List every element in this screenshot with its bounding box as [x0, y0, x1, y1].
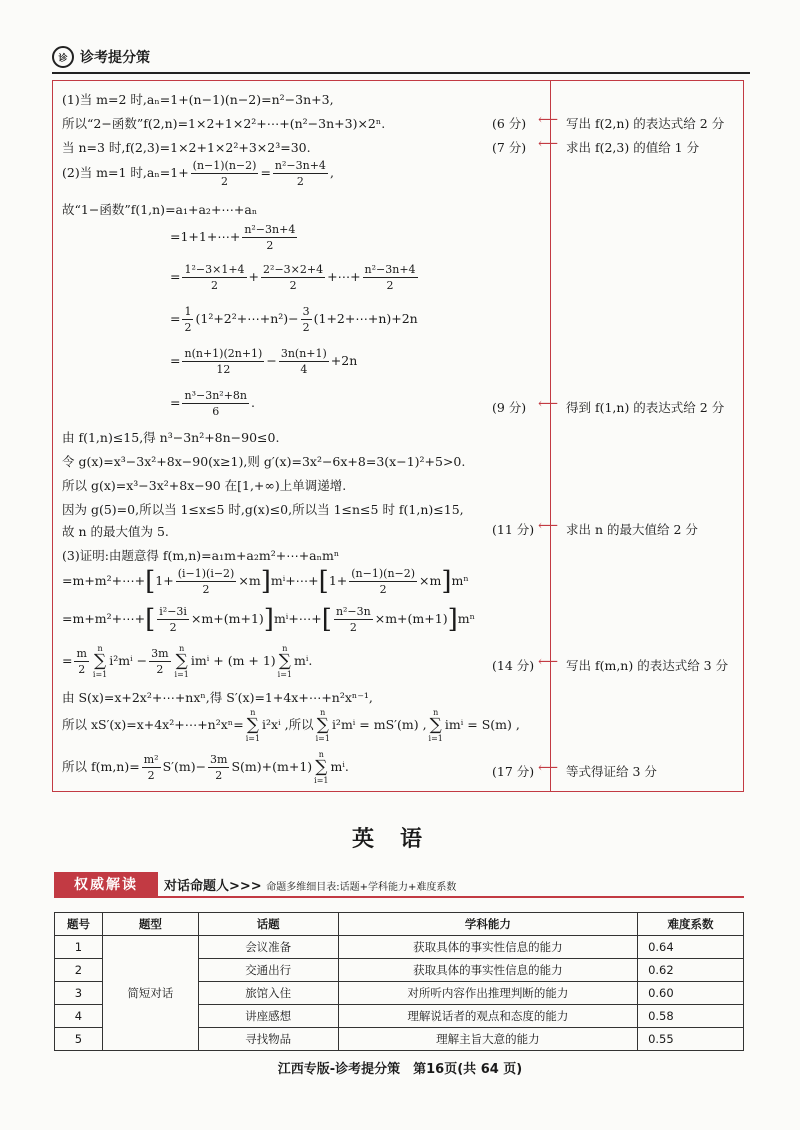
- denominator: 2: [147, 769, 155, 782]
- sol-text: (1+2+⋯+n)+2n: [313, 311, 418, 326]
- denominator: 2: [349, 621, 357, 634]
- sol-text: mⁿ: [457, 611, 475, 626]
- cell-topic: 交通出行: [198, 959, 338, 982]
- fraction: [242, 222, 297, 253]
- fraction: [74, 646, 88, 677]
- sol-line-13: 所以 g(x)=x³−3x²+8x−90 在[1,+∞)上单调递增.: [62, 478, 347, 493]
- denominator: 2: [211, 279, 219, 292]
- sol-text: =: [260, 165, 271, 180]
- denominator: 2: [266, 239, 274, 252]
- fraction: [261, 262, 325, 293]
- sol-line-12: 令 g(x)=x³−3x²+8x−90(x≥1),则 g′(x)=3x²−6x+8=3(x−1)²+5>0.: [62, 454, 466, 469]
- cell-no: 2: [55, 959, 103, 982]
- numerator: n(n+1)(2n+1): [184, 347, 263, 360]
- sol-line-21: [62, 708, 520, 743]
- fraction: [176, 566, 237, 597]
- score-label: (17 分): [492, 764, 535, 779]
- cell-difficulty: 0.58: [638, 1005, 744, 1028]
- sum-symbol: n ∑ i=1: [314, 750, 329, 785]
- fraction: [149, 646, 170, 677]
- cell-difficulty: 0.55: [638, 1028, 744, 1051]
- sol-text: S′(m)−: [162, 759, 207, 774]
- sol-line-10: = $\frac{\text{n³−3n²+8n}}{6}$ .: [170, 389, 255, 418]
- sol-text: S(m)+(m+1): [231, 759, 313, 774]
- sol-text: =1+1+⋯+: [170, 229, 241, 244]
- fraction: [182, 262, 246, 293]
- numerator: m: [76, 647, 87, 660]
- sol-line-3: 当 n=3 时,f(2,3)=1×2+1×2²+3×2³=30.: [62, 140, 311, 155]
- sol-text: mⁱ+⋯+: [270, 573, 319, 588]
- sol-line-16: (3)证明:由题意得 f(m,n)=a₁m+a₂m²+⋯+aₙmⁿ: [62, 548, 340, 563]
- cell-topic: 讲座感想: [198, 1005, 338, 1028]
- sol-line-18: =m+m²+⋯+[ $\frac{\text{i²−3i}}{2}$ ×m+(m+1)]mⁱ+⋯+[ $\frac{\text{n²−3n}}{2}$ ×m+(m+1)]mⁿ: [62, 604, 475, 635]
- sol-text: imⁱ = S(m) ,: [444, 717, 520, 732]
- score-label: (11 分): [492, 522, 535, 537]
- sum-symbol: n ∑ i=1: [245, 708, 261, 743]
- sum-symbol: n ∑ i=1: [315, 708, 330, 743]
- sol-line-7: = $\frac{\text{1²−3×1+4}}{2}$ + $\frac{\text{2²−3×2+4}}{2}$ +⋯+ $\frac{\text{n²−3n+4}}{2}$: [170, 263, 416, 292]
- sol-line-11: 由 f(1,n)≤15,得 n³−3n²+8n−90≤0.: [62, 430, 280, 445]
- sol-text: mⁱ.: [330, 759, 349, 774]
- authority-banner: 权威解读: [54, 872, 158, 896]
- sol-line-15: 故 n 的最大值为 5.: [62, 524, 169, 539]
- numerator: n²−3n+4: [364, 263, 416, 276]
- cell-ability: 对所听内容作出推理判断的能力: [338, 982, 638, 1005]
- sol-text: mⁿ: [451, 573, 469, 588]
- sol-line-5: 故“1−函数”f(1,n)=a₁+a₂+⋯+aₙ: [62, 202, 258, 217]
- numerator: 3n(n+1): [280, 347, 327, 360]
- cell-ability: 获取具体的事实性信息的能力: [338, 936, 638, 959]
- numerator: 3m: [210, 753, 228, 766]
- sol-text: =m+m²+⋯+: [62, 611, 146, 626]
- sol-line-1: (1)当 m=2 时,aₙ=1+(n−1)(n−2)=n²−3n+3,: [62, 92, 334, 107]
- sol-line-19: = $\frac{m}{2}$ n ∑ i=1 i²mⁱ − $\frac{3m}{2}$ n ∑ i=1 imⁱ + (m + 1) n ∑ i=1 mⁱ.: [62, 644, 313, 679]
- score-note: 写出 f(2,n) 的表达式给 2 分: [566, 116, 725, 131]
- cell-no: 3: [55, 982, 103, 1005]
- numerator: n²−3n: [335, 605, 371, 618]
- score-label: (9 分): [492, 400, 527, 415]
- sol-text: 所以 xS′(x)=x+4x²+⋯+n²xⁿ=: [62, 717, 244, 732]
- numerator: n²−3n+4: [244, 223, 296, 236]
- score-note: 写出 f(m,n) 的表达式给 3 分: [566, 658, 729, 673]
- col-header: 题型: [102, 913, 198, 936]
- sol-text: mⁱ.: [294, 653, 313, 668]
- numerator: n³−3n²+8n: [184, 389, 247, 402]
- score-note: 求出 n 的最大值给 2 分: [566, 522, 698, 537]
- table-header-row: [55, 913, 744, 936]
- solution-divider: [550, 80, 551, 792]
- fraction: [349, 566, 417, 597]
- sol-text: ×m+(m+1): [190, 611, 264, 626]
- numerator: 1: [184, 305, 192, 318]
- denominator: 2: [289, 279, 297, 292]
- sol-text: (2)当 m=1 时,aₙ=1+: [62, 165, 189, 180]
- brand-title: 诊考提分策: [80, 50, 150, 66]
- denominator: 2: [78, 663, 86, 676]
- cell-no: 4: [55, 1005, 103, 1028]
- cell-difficulty: 0.64: [638, 936, 744, 959]
- sol-line-6: [170, 222, 299, 253]
- sol-line-4: [62, 158, 334, 189]
- score-label: (14 分): [492, 658, 535, 673]
- sol-line-22: [62, 750, 349, 785]
- banner-rule: [54, 896, 744, 898]
- header-rule: [52, 72, 750, 74]
- sol-text: i²mⁱ = mS′(m) ,: [331, 717, 427, 732]
- denominator: 2: [386, 279, 394, 292]
- banner-text: [164, 875, 456, 894]
- numerator: (n−1)(n−2): [351, 567, 416, 580]
- col-header: 题号: [55, 913, 103, 936]
- left-arrow-icon: ⟵: [538, 760, 559, 776]
- banner-main: 对话命题人>>>: [164, 879, 262, 894]
- sol-line-17: =m+m²+⋯+[1+ $\frac{(i-1)(i-2)}{2}$ ×m]mⁱ+⋯+[1+ $\frac{(n-1)(n-2)}{2}$ ×m]mⁿ: [62, 566, 469, 597]
- cell-difficulty: 0.60: [638, 982, 744, 1005]
- sol-text: ×m: [238, 573, 261, 588]
- left-arrow-icon: ⟵: [538, 518, 559, 534]
- sol-text: =m+m²+⋯+: [62, 573, 146, 588]
- sol-text: +2n: [330, 353, 358, 368]
- sol-text: ×m+(m+1): [374, 611, 448, 626]
- score-label: (7 分): [492, 140, 527, 155]
- numerator: (i−1)(i−2): [177, 567, 235, 580]
- fraction: [273, 158, 328, 189]
- cell-type: 简短对话: [102, 936, 198, 1051]
- cell-no: 5: [55, 1028, 103, 1051]
- sum-symbol: n ∑ i=1: [92, 644, 108, 679]
- fraction: [182, 346, 264, 377]
- numerator: m²: [143, 753, 159, 766]
- denominator: 12: [216, 363, 231, 376]
- fraction: [157, 604, 189, 635]
- cell-topic: 旅馆入住: [198, 982, 338, 1005]
- sol-text: 所以 f(m,n)=: [62, 759, 140, 774]
- sum-symbol: n ∑ i=1: [174, 644, 189, 679]
- sol-text: 1+: [328, 573, 348, 588]
- denominator: 2: [221, 175, 229, 188]
- sol-text: ,: [329, 165, 334, 180]
- fraction: [334, 604, 373, 635]
- cell-topic: 寻找物品: [198, 1028, 338, 1051]
- score-note: 求出 f(2,3) 的值给 1 分: [566, 140, 700, 155]
- denominator: 4: [300, 363, 308, 376]
- sol-text: (1²+2²+⋯+n²)−: [195, 311, 299, 326]
- sol-text: −: [266, 353, 277, 368]
- denominator: 2: [302, 321, 310, 334]
- page-footer: 江西专版-诊考提分策 第16页(共 64 页): [277, 1062, 523, 1077]
- banner-sub: 命题多维细目表:话题+学科能力+难度系数: [266, 882, 457, 893]
- fraction: [301, 304, 312, 335]
- cell-ability: 获取具体的事实性信息的能力: [338, 959, 638, 982]
- numerator: 3: [302, 305, 310, 318]
- sol-text: i²xⁱ ,所以: [262, 717, 314, 732]
- sol-text: imⁱ + (m + 1): [190, 653, 276, 668]
- cell-ability: 理解主旨大意的能力: [338, 1028, 638, 1051]
- header: [52, 46, 150, 68]
- fraction: [208, 752, 229, 783]
- numerator: 1²−3×1+4: [184, 263, 245, 276]
- left-arrow-icon: ⟵: [538, 396, 559, 412]
- fraction: [279, 346, 329, 377]
- sol-text: i²mⁱ −: [109, 653, 148, 668]
- denominator: 2: [296, 175, 304, 188]
- sol-text: mⁱ+⋯+: [273, 611, 322, 626]
- numerator: (n−1)(n−2): [192, 159, 257, 172]
- sol-line-9: = $\frac{n(n+1)(2n+1)}{12}$ − $\frac{3n(n+1)}{4}$ +2n: [170, 347, 358, 376]
- denominator: 6: [212, 405, 220, 418]
- score-note: 等式得证给 3 分: [566, 764, 657, 779]
- numerator: 2²−3×2+4: [263, 263, 324, 276]
- score-label: (6 分): [492, 116, 527, 131]
- sol-line-2: 所以“2−函数”f(2,n)=1×2+1×2²+⋯+(n²−3n+3)×2ⁿ.: [62, 116, 386, 131]
- table-row: [55, 936, 744, 959]
- left-arrow-icon: ⟵: [538, 136, 559, 152]
- left-arrow-icon: ⟵: [538, 654, 559, 670]
- section-title: 英语: [351, 827, 448, 852]
- sol-text: ×m: [419, 573, 442, 588]
- denominator: 2: [202, 583, 210, 596]
- brand-logo-icon: 诊: [52, 46, 74, 68]
- numerator: 3m: [151, 647, 169, 660]
- cell-difficulty: 0.62: [638, 959, 744, 982]
- denominator: 2: [169, 621, 177, 634]
- left-arrow-icon: ⟵: [538, 112, 559, 128]
- denominator: 2: [379, 583, 387, 596]
- sol-text: +⋯+: [327, 269, 361, 284]
- col-header: 难度系数: [638, 913, 744, 936]
- cell-ability: 理解说话者的观点和态度的能力: [338, 1005, 638, 1028]
- denominator: 2: [156, 663, 164, 676]
- fraction: [182, 304, 193, 335]
- cell-topic: 会议准备: [198, 936, 338, 959]
- denominator: 2: [184, 321, 192, 334]
- sum-symbol: n ∑ i=1: [428, 708, 443, 743]
- score-note: 得到 f(1,n) 的表达式给 2 分: [566, 400, 725, 415]
- fraction: [182, 388, 249, 419]
- sol-text: .: [251, 395, 255, 410]
- fraction: [191, 158, 259, 189]
- cell-no: 1: [55, 936, 103, 959]
- sum-symbol: n ∑ i=1: [277, 644, 293, 679]
- sol-line-20: 由 S(x)=x+2x²+⋯+nxⁿ,得 S′(x)=1+4x+⋯+n²xⁿ⁻¹,: [62, 690, 373, 705]
- fraction: [363, 262, 418, 293]
- col-header: 话题: [198, 913, 338, 936]
- sol-line-8: = $\frac{1}{2}$ (1²+2²+⋯+n²)− $\frac{3}{2}$ (1+2+⋯+n)+2n: [170, 305, 418, 334]
- numerator: n²−3n+4: [274, 159, 326, 172]
- spec-table: [54, 912, 744, 1051]
- fraction: [142, 752, 161, 783]
- denominator: 2: [215, 769, 223, 782]
- sol-text: 1+: [155, 573, 174, 588]
- numerator: i²−3i: [159, 605, 187, 618]
- col-header: 学科能力: [338, 913, 638, 936]
- sol-line-14: 因为 g(5)=0,所以当 1≤x≤5 时,g(x)≤0,所以当 1≤n≤5 时 f(1,n)≤15,: [62, 502, 464, 517]
